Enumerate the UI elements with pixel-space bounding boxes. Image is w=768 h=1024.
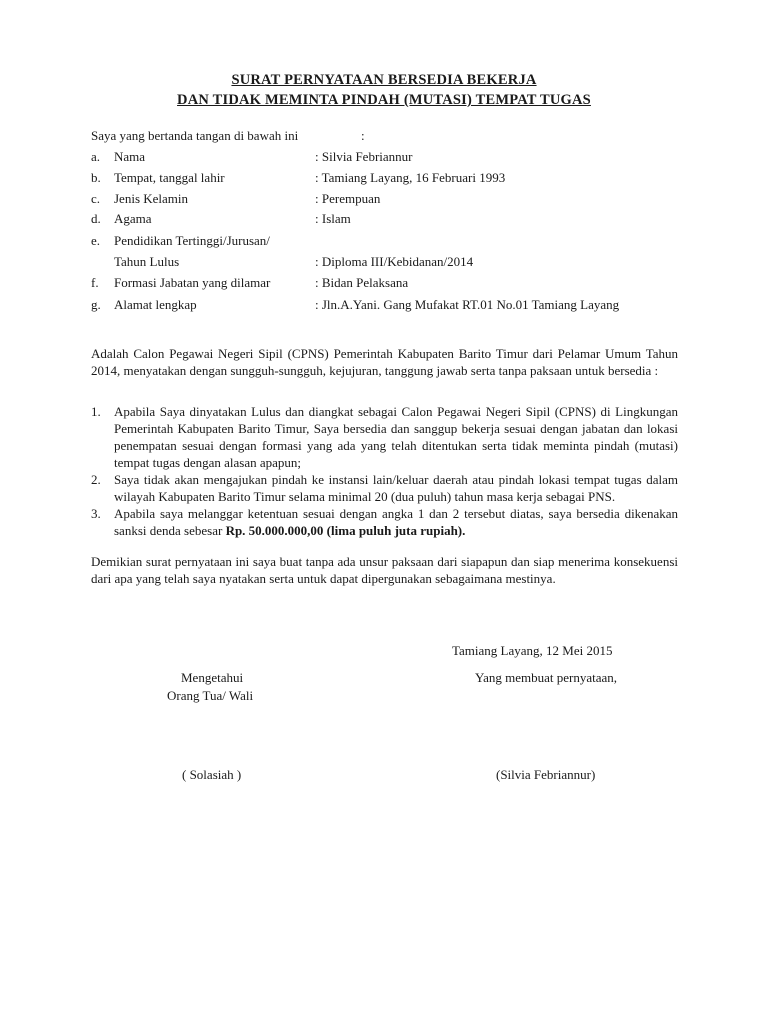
list-item — [91, 403, 678, 471]
field-row-nama — [91, 149, 691, 167]
field-row-gender — [91, 191, 691, 209]
witness-name: ( Solasiah ) — [182, 767, 242, 782]
intro-line — [91, 128, 365, 144]
field-letter: c. — [91, 191, 101, 206]
list-text: Saya tidak akan mengajukan pindah ke instansi lain/keluar daerah atau pindah lokasi tempat tugas dalam wilayah Kabupaten Barito Timur selama minimal 20 (dua puluh) tahun masa kerja sebagai PNS. — [114, 472, 678, 504]
field-letter: e. — [91, 233, 101, 248]
list-item — [91, 471, 678, 505]
field-label: Pendidikan Tertinggi/Jurusan/ — [114, 233, 270, 248]
field-row-address — [91, 297, 691, 315]
list-text: Apabila saya melanggar ketentuan sesuai dengan angka 1 dan 2 tersebut diatas, saya bersedia dikenakan sanksi denda sebesar — [114, 506, 678, 538]
field-row-position — [91, 275, 691, 293]
intro-text: Saya yang bertanda tangan di bawah ini — [91, 128, 299, 143]
list-item — [91, 505, 678, 539]
field-row-education — [91, 233, 691, 251]
field-letter: b. — [91, 170, 101, 185]
field-row-religion — [91, 211, 691, 229]
list-number: 2. — [91, 472, 101, 487]
document-title-line1: SURAT PERNYATAAN BERSEDIA BEKERJA — [231, 72, 537, 88]
list-number: 3. — [91, 506, 101, 521]
field-letter: f. — [91, 275, 99, 290]
field-row-graduation — [91, 254, 691, 272]
document-title-line2: DAN TIDAK MEMINTA PINDAH (MUTASI) TEMPAT TUGAS — [177, 92, 591, 108]
field-letter: g. — [91, 297, 101, 312]
field-label: Formasi Jabatan yang dilamar — [114, 275, 271, 290]
list-number: 1. — [91, 404, 101, 419]
field-value: : Perempuan — [315, 191, 381, 206]
field-letter: a. — [91, 149, 101, 164]
field-value: : Bidan Pelaksana — [315, 275, 409, 290]
field-value: : Jln.A.Yani. Gang Mufakat RT.01 No.01 Tamiang Layang — [315, 297, 620, 312]
penalty-amount: Rp. 50.000.000,00 (lima puluh juta rupiah). — [225, 523, 466, 538]
place-date: Tamiang Layang, 12 Mei 2015 — [452, 643, 613, 658]
field-value: : Silvia Febriannur — [315, 149, 413, 164]
field-label: Nama — [114, 149, 146, 164]
declarant-heading: Yang membuat pernyataan, — [475, 670, 618, 685]
field-value: : Tamiang Layang, 16 Februari 1993 — [315, 170, 506, 185]
field-row-birth — [91, 170, 691, 188]
field-label: Tempat, tanggal lahir — [114, 170, 225, 185]
witness-role: Orang Tua/ Wali — [167, 688, 254, 703]
field-value: : Islam — [315, 211, 351, 226]
list-text: Apabila Saya dinyatakan Lulus dan diangkat sebagai Calon Pegawai Negeri Sipil (CPNS) di Lingkungan Pemerintah Kabupaten Barito Timur, Saya bersedia dan sanggup bekerja sesuai dengan jabatan dan lokasi penempatan sesuai dengan formasi yang ada yang telah ditentukan serta tidak meminta pindah (mutasi) tempat tugas dengan alasan apapun; — [114, 404, 678, 470]
field-label: Alamat lengkap — [114, 297, 197, 312]
field-label: Agama — [114, 211, 152, 226]
closing-paragraph: Demikian surat pernyataan ini saya buat tanpa ada unsur paksaan dari siapapun dan siap menerima konsekuensi dari apa yang telah saya nyatakan serta untuk dapat dipergunakan sebagaimana mestinya. — [91, 554, 678, 586]
field-letter: d. — [91, 211, 101, 226]
statement-paragraph: Adalah Calon Pegawai Negeri Sipil (CPNS) Pemerintah Kabupaten Barito Timur dari Pelamar Umum Tahun 2014, menyatakan dengan sungguh-sungguh, kejujuran, tanggung jawab serta tanpa paksaan untuk bersedia : — [91, 346, 678, 378]
field-label: Jenis Kelamin — [114, 191, 189, 206]
witness-heading: Mengetahui — [181, 670, 244, 685]
declarant-name: (Silvia Febriannur) — [496, 767, 596, 782]
commitment-list — [91, 403, 678, 539]
intro-colon: : — [361, 128, 365, 143]
field-label: Tahun Lulus — [114, 254, 180, 269]
field-value: : Diploma III/Kebidanan/2014 — [315, 254, 474, 269]
